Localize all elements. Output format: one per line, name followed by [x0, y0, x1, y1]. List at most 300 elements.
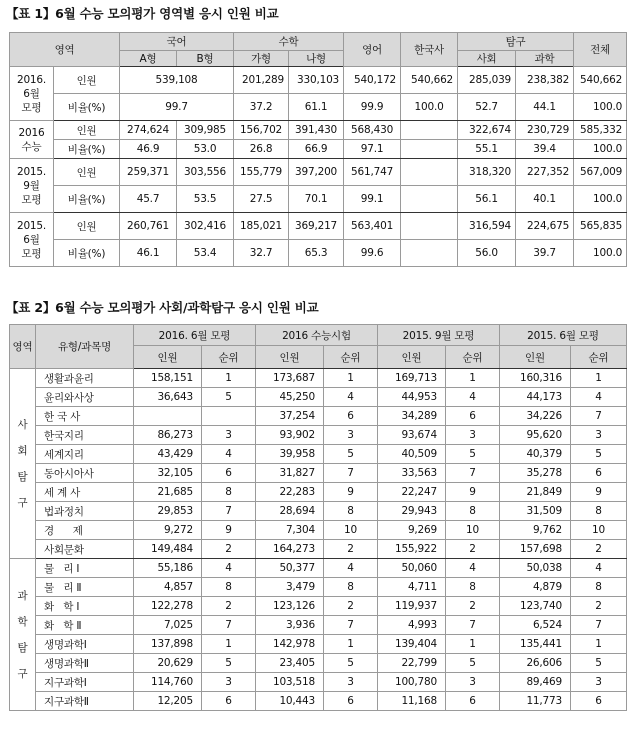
t2-rank-cell: 5 — [324, 654, 378, 673]
t1-block3-ratio-row — [10, 240, 627, 267]
t2-people-cell: 22,799 — [378, 654, 446, 673]
t2-people-header: 인원 — [378, 346, 446, 369]
t2-period-header: 2016 수능시험 — [256, 325, 378, 346]
t1-cell: 568,430 — [344, 121, 401, 140]
t2-people-cell: 103,518 — [256, 673, 324, 692]
t2-rank-cell: 4 — [446, 388, 500, 407]
t2-science-row — [10, 597, 627, 616]
t1-cell: 44.1 — [516, 94, 574, 121]
t1-cell: 540,662 — [401, 67, 458, 94]
t2-people-cell: 3,479 — [256, 578, 324, 597]
t1-people-label: 인원 — [54, 121, 120, 140]
t2-rank-cell: 6 — [446, 407, 500, 426]
t1-science-header: 과학 — [516, 51, 574, 67]
table1-title: 【표 1】6월 수능 모의평가 영역별 응시 인원 비교 — [6, 6, 279, 21]
t2-rank-cell: 3 — [324, 426, 378, 445]
t1-cell: 155,779 — [234, 159, 289, 186]
t1-cell: 66.9 — [289, 140, 344, 159]
t2-rank-cell: 1 — [446, 369, 500, 388]
t2-people-cell: 33,563 — [378, 464, 446, 483]
t2-people-cell: 11,168 — [378, 692, 446, 711]
t2-rank-cell: 8 — [324, 578, 378, 597]
t2-rank-cell: 7 — [202, 502, 256, 521]
t2-period-header: 2016. 6월 모평 — [134, 325, 256, 346]
t2-subject-name: 세 계 사 — [36, 483, 134, 502]
t2-rank-cell: 7 — [324, 464, 378, 483]
t1-block0-people-row — [10, 67, 627, 94]
t2-people-cell: 40,379 — [500, 445, 571, 464]
t1-cell: 56.1 — [458, 186, 516, 213]
t2-people-cell: 95,620 — [500, 426, 571, 445]
t2-period-header: 2015. 6월 모평 — [500, 325, 627, 346]
t1-cell — [401, 186, 458, 213]
t1-cell: 46.1 — [120, 240, 177, 267]
t2-rank-cell: 1 — [571, 635, 627, 654]
t1-cell: 97.1 — [344, 140, 401, 159]
t2-people-cell: 31,827 — [256, 464, 324, 483]
t2-social-row — [10, 426, 627, 445]
t1-cell: 56.0 — [458, 240, 516, 267]
t1-cell: 316,594 — [458, 213, 516, 240]
t1-cell: 238,382 — [516, 67, 574, 94]
t2-rank-cell: 9 — [571, 483, 627, 502]
t2-rank-cell: 5 — [324, 445, 378, 464]
t2-rank-cell: 3 — [446, 426, 500, 445]
t2-people-cell: 139,404 — [378, 635, 446, 654]
t2-people-cell: 149,484 — [134, 540, 202, 559]
t1-block1-ratio-row — [10, 140, 627, 159]
t2-rank-cell: 6 — [446, 692, 500, 711]
t2-subject-name: 지구과학Ⅱ — [36, 692, 134, 711]
t2-rank-cell: 7 — [571, 407, 627, 426]
t2-rank-cell: 6 — [324, 692, 378, 711]
t2-people-cell: 34,226 — [500, 407, 571, 426]
t2-social-row — [10, 502, 627, 521]
t1-cell: 318,320 — [458, 159, 516, 186]
t1-cell: 302,416 — [177, 213, 234, 240]
t1-social-header: 사회 — [458, 51, 516, 67]
t1-cell: 61.1 — [289, 94, 344, 121]
t2-rank-cell: 1 — [446, 635, 500, 654]
t2-people-cell: 135,441 — [500, 635, 571, 654]
t2-social-category: 사 회 탐 구 — [10, 369, 36, 559]
t2-people-cell: 34,289 — [378, 407, 446, 426]
t2-rank-cell: 5 — [571, 445, 627, 464]
t1-cell: 274,624 — [120, 121, 177, 140]
t2-people-cell: 20,629 — [134, 654, 202, 673]
t1-block0-ratio-row — [10, 94, 627, 121]
t2-people-header: 인원 — [500, 346, 571, 369]
t1-total-header: 전체 — [574, 33, 627, 67]
t1-cell: 201,289 — [234, 67, 289, 94]
t2-people-cell: 123,740 — [500, 597, 571, 616]
t2-rank-cell: 6 — [324, 407, 378, 426]
t1-ratio-label: 비율(%) — [54, 94, 120, 121]
t1-cell: 391,430 — [289, 121, 344, 140]
t1-cell: 230,729 — [516, 121, 574, 140]
t2-rank-cell: 8 — [202, 483, 256, 502]
t1-cell: 260,761 — [120, 213, 177, 240]
t1-cell: 37.2 — [234, 94, 289, 121]
t1-cell — [401, 159, 458, 186]
t1-korean-header: 국어 — [120, 33, 234, 51]
t2-people-cell: 44,953 — [378, 388, 446, 407]
t1-cell: 585,332 — [574, 121, 627, 140]
t2-rank-header: 순위 — [202, 346, 256, 369]
t2-social-row — [10, 521, 627, 540]
t2-rank-cell: 1 — [571, 369, 627, 388]
t1-cell: 567,009 — [574, 159, 627, 186]
t2-science-row — [10, 578, 627, 597]
t1-block2-people-row — [10, 159, 627, 186]
t2-people-cell: 4,711 — [378, 578, 446, 597]
t1-cell: 39.4 — [516, 140, 574, 159]
t2-rank-cell: 6 — [571, 464, 627, 483]
t1-cell: 322,674 — [458, 121, 516, 140]
t2-rank-cell: 10 — [324, 521, 378, 540]
t2-people-cell: 6,524 — [500, 616, 571, 635]
t2-people-cell: 4,857 — [134, 578, 202, 597]
t2-people-cell: 4,993 — [378, 616, 446, 635]
t2-people-cell: 23,405 — [256, 654, 324, 673]
t1-cell: 100.0 — [574, 186, 627, 213]
t1-block0-label: 2016. 6월 모평 — [10, 67, 54, 121]
t2-rank-cell: 4 — [202, 559, 256, 578]
t1-korean-b-header: B형 — [177, 51, 234, 67]
t2-rank-cell: 8 — [571, 502, 627, 521]
t2-rank-cell: 3 — [446, 673, 500, 692]
t2-rank-cell: 2 — [571, 597, 627, 616]
t1-cell — [401, 213, 458, 240]
t2-rank-cell: 8 — [571, 578, 627, 597]
t2-rank-cell: 7 — [571, 616, 627, 635]
t2-people-header: 인원 — [256, 346, 324, 369]
t2-rank-cell: 3 — [202, 673, 256, 692]
t1-ratio-label: 비율(%) — [54, 140, 120, 159]
t1-math-header: 수학 — [234, 33, 344, 51]
t1-cell: 53.4 — [177, 240, 234, 267]
t2-rank-cell: 7 — [446, 616, 500, 635]
t2-people-cell: 28,694 — [256, 502, 324, 521]
t2-rank-cell: 2 — [324, 597, 378, 616]
t1-cell: 565,835 — [574, 213, 627, 240]
t1-cell: 100.0 — [401, 94, 458, 121]
t2-people-cell: 169,713 — [378, 369, 446, 388]
t1-cell: 309,985 — [177, 121, 234, 140]
t2-people-header: 인원 — [134, 346, 202, 369]
t1-cell: 303,556 — [177, 159, 234, 186]
t2-rank-cell: 6 — [202, 464, 256, 483]
t2-rank-cell: 7 — [446, 464, 500, 483]
t2-rank-cell: 3 — [571, 426, 627, 445]
t2-rank-cell: 9 — [202, 521, 256, 540]
t1-cell: 561,747 — [344, 159, 401, 186]
t2-rank-cell: 6 — [571, 692, 627, 711]
t2-subject-name: 물 리 Ⅰ — [36, 559, 134, 578]
t2-subject-name: 생명과학Ⅱ — [36, 654, 134, 673]
t2-people-cell: 9,272 — [134, 521, 202, 540]
t2-social-row — [10, 388, 627, 407]
t1-cell: 100.0 — [574, 94, 627, 121]
t2-social-row — [10, 464, 627, 483]
t2-people-cell: 11,773 — [500, 692, 571, 711]
t1-block3-people-row — [10, 213, 627, 240]
t1-cell: 227,352 — [516, 159, 574, 186]
t1-math-na-header: 나형 — [289, 51, 344, 67]
t1-cell: 46.9 — [120, 140, 177, 159]
table2-title: 【표 2】6월 수능 모의평가 사회/과학탐구 응시 인원 비교 — [6, 300, 319, 315]
t2-subject-name: 생명과학Ⅰ — [36, 635, 134, 654]
t2-rank-cell: 4 — [571, 388, 627, 407]
t1-cell: 53.0 — [177, 140, 234, 159]
t2-science-body — [10, 559, 627, 711]
t2-people-cell: 39,958 — [256, 445, 324, 464]
t2-people-cell: 9,762 — [500, 521, 571, 540]
t2-people-cell: 26,606 — [500, 654, 571, 673]
t1-block2-ratio-row — [10, 186, 627, 213]
t2-people-cell: 155,922 — [378, 540, 446, 559]
t1-cell: 40.1 — [516, 186, 574, 213]
t2-subject-name: 한 국 사 — [36, 407, 134, 426]
t1-cell: 100.0 — [574, 240, 627, 267]
t2-people-cell: 29,943 — [378, 502, 446, 521]
t1-cell: 259,371 — [120, 159, 177, 186]
t2-rank-header: 순위 — [571, 346, 627, 369]
t2-social-row — [10, 540, 627, 559]
t2-subject-name: 법과정치 — [36, 502, 134, 521]
t1-cell: 27.5 — [234, 186, 289, 213]
t1-cell: 224,675 — [516, 213, 574, 240]
t2-people-cell: 86,273 — [134, 426, 202, 445]
t1-cell: 99.1 — [344, 186, 401, 213]
t1-math-ga-header: 가형 — [234, 51, 289, 67]
t2-people-cell: 7,304 — [256, 521, 324, 540]
t2-people-cell: 100,780 — [378, 673, 446, 692]
t2-rank-cell: 10 — [446, 521, 500, 540]
t2-rank-cell: 3 — [202, 426, 256, 445]
t2-social-row — [10, 407, 627, 426]
t2-rank-cell: 1 — [324, 635, 378, 654]
t1-cell: 39.7 — [516, 240, 574, 267]
t1-cell: 99.9 — [344, 94, 401, 121]
t2-social-row — [10, 445, 627, 464]
t2-people-cell: 123,126 — [256, 597, 324, 616]
t2-subject-name: 한국지리 — [36, 426, 134, 445]
t2-science-row — [10, 654, 627, 673]
t2-people-cell: 7,025 — [134, 616, 202, 635]
t1-english-header: 영어 — [344, 33, 401, 67]
t1-cell: 45.7 — [120, 186, 177, 213]
t2-people-cell: 32,105 — [134, 464, 202, 483]
t2-rank-cell — [202, 407, 256, 426]
t1-cell — [401, 121, 458, 140]
t2-period-header: 2015. 9월 모평 — [378, 325, 500, 346]
t1-people-label: 인원 — [54, 67, 120, 94]
t2-people-cell: 44,173 — [500, 388, 571, 407]
t2-people-cell: 157,698 — [500, 540, 571, 559]
t2-people-cell: 55,186 — [134, 559, 202, 578]
t2-people-cell: 35,278 — [500, 464, 571, 483]
t2-people-cell: 40,509 — [378, 445, 446, 464]
t1-people-label: 인원 — [54, 159, 120, 186]
t2-rank-cell: 2 — [324, 540, 378, 559]
t2-people-cell: 22,247 — [378, 483, 446, 502]
t2-area-header: 영역 — [10, 325, 36, 369]
t2-rank-cell: 8 — [446, 578, 500, 597]
t2-people-cell: 9,269 — [378, 521, 446, 540]
t2-rank-cell: 5 — [202, 388, 256, 407]
t2-type-header: 유형/과목명 — [36, 325, 134, 369]
t2-science-row — [10, 692, 627, 711]
t1-cell: 53.5 — [177, 186, 234, 213]
t2-people-cell: 36,643 — [134, 388, 202, 407]
t1-area-header: 영역 — [10, 33, 120, 67]
t1-cell: 539,108 — [120, 67, 234, 94]
t1-cell: 156,702 — [234, 121, 289, 140]
t2-people-cell: 89,469 — [500, 673, 571, 692]
t2-science-category: 과 학 탐 구 — [10, 559, 36, 711]
t2-people-cell: 21,685 — [134, 483, 202, 502]
t2-social-row — [10, 369, 627, 388]
t2-people-cell: 158,151 — [134, 369, 202, 388]
t2-people-cell: 173,687 — [256, 369, 324, 388]
t1-cell: 70.1 — [289, 186, 344, 213]
t2-people-cell: 43,429 — [134, 445, 202, 464]
table1-area-applicants — [9, 32, 627, 267]
t2-people-cell: 142,978 — [256, 635, 324, 654]
t2-rank-cell: 2 — [446, 540, 500, 559]
t2-subject-name: 지구과학Ⅰ — [36, 673, 134, 692]
t2-people-cell: 114,760 — [134, 673, 202, 692]
t1-block3-label: 2015. 6월 모평 — [10, 213, 54, 267]
t2-subject-name: 화 학 Ⅰ — [36, 597, 134, 616]
t1-cell: 26.8 — [234, 140, 289, 159]
t2-subject-name: 화 학 Ⅱ — [36, 616, 134, 635]
t2-subject-name: 세계지리 — [36, 445, 134, 464]
table2-inquiry-applicants — [9, 324, 627, 711]
t2-rank-cell: 9 — [324, 483, 378, 502]
t2-rank-header: 순위 — [446, 346, 500, 369]
t2-subject-name: 경 제 — [36, 521, 134, 540]
t2-rank-cell: 4 — [202, 445, 256, 464]
t2-people-cell: 93,674 — [378, 426, 446, 445]
t2-rank-cell: 3 — [324, 673, 378, 692]
t1-cell: 100.0 — [574, 140, 627, 159]
t2-people-cell: 4,879 — [500, 578, 571, 597]
t2-science-row — [10, 635, 627, 654]
t2-rank-cell: 5 — [571, 654, 627, 673]
t2-people-cell: 10,443 — [256, 692, 324, 711]
t2-rank-cell: 4 — [446, 559, 500, 578]
t2-rank-cell: 7 — [202, 616, 256, 635]
t1-cell: 285,039 — [458, 67, 516, 94]
t1-korean-a-header: A형 — [120, 51, 177, 67]
t1-cell: 397,200 — [289, 159, 344, 186]
t2-people-cell: 164,273 — [256, 540, 324, 559]
t2-rank-cell: 9 — [446, 483, 500, 502]
t2-rank-cell: 8 — [202, 578, 256, 597]
t2-rank-cell: 1 — [324, 369, 378, 388]
t1-cell: 99.6 — [344, 240, 401, 267]
t2-rank-cell: 8 — [446, 502, 500, 521]
t1-history-header: 한국사 — [401, 33, 458, 67]
t2-people-cell: 122,278 — [134, 597, 202, 616]
t2-people-cell: 50,038 — [500, 559, 571, 578]
t1-cell: 32.7 — [234, 240, 289, 267]
table2-header-row1 — [10, 325, 627, 346]
t2-rank-cell: 2 — [446, 597, 500, 616]
t1-block1-label: 2016 수능 — [10, 121, 54, 159]
t2-rank-cell: 7 — [324, 616, 378, 635]
t2-rank-cell: 5 — [446, 654, 500, 673]
t2-people-cell: 29,853 — [134, 502, 202, 521]
t2-rank-cell: 5 — [202, 654, 256, 673]
t2-rank-cell: 1 — [202, 369, 256, 388]
t1-cell: 185,021 — [234, 213, 289, 240]
t2-rank-cell: 2 — [202, 540, 256, 559]
t1-cell: 369,217 — [289, 213, 344, 240]
t1-block1-people-row — [10, 121, 627, 140]
t2-social-body — [10, 369, 627, 559]
t2-rank-cell: 2 — [571, 540, 627, 559]
t2-people-cell: 119,937 — [378, 597, 446, 616]
t2-people-cell: 3,936 — [256, 616, 324, 635]
t2-rank-header: 순위 — [324, 346, 378, 369]
t1-ratio-label: 비율(%) — [54, 186, 120, 213]
t2-people-cell: 50,377 — [256, 559, 324, 578]
t2-rank-cell: 8 — [324, 502, 378, 521]
t2-people-cell: 21,849 — [500, 483, 571, 502]
t2-rank-cell: 2 — [202, 597, 256, 616]
t1-people-label: 인원 — [54, 213, 120, 240]
t2-rank-cell: 4 — [571, 559, 627, 578]
t2-rank-cell: 4 — [324, 559, 378, 578]
t2-science-row — [10, 673, 627, 692]
t2-rank-cell: 6 — [202, 692, 256, 711]
t2-people-cell: 137,898 — [134, 635, 202, 654]
t2-subject-name: 사회문화 — [36, 540, 134, 559]
t1-block2-label: 2015. 9월 모평 — [10, 159, 54, 213]
t1-cell: 65.3 — [289, 240, 344, 267]
table1-header-row1 — [10, 33, 627, 51]
t2-people-cell: 45,250 — [256, 388, 324, 407]
t2-people-cell — [134, 407, 202, 426]
t2-rank-cell: 10 — [571, 521, 627, 540]
t2-rank-cell: 5 — [446, 445, 500, 464]
t2-people-cell: 22,283 — [256, 483, 324, 502]
t2-rank-cell: 1 — [202, 635, 256, 654]
t2-science-row — [10, 559, 627, 578]
t1-cell — [401, 240, 458, 267]
t2-science-row — [10, 616, 627, 635]
t2-people-cell: 37,254 — [256, 407, 324, 426]
t2-people-cell: 31,509 — [500, 502, 571, 521]
t2-people-cell: 50,060 — [378, 559, 446, 578]
t2-people-cell: 12,205 — [134, 692, 202, 711]
t2-people-cell: 160,316 — [500, 369, 571, 388]
t1-cell: 52.7 — [458, 94, 516, 121]
t2-rank-cell: 3 — [571, 673, 627, 692]
t1-cell — [401, 140, 458, 159]
t1-cell: 540,662 — [574, 67, 627, 94]
t2-subject-name: 동아시아사 — [36, 464, 134, 483]
t2-social-row — [10, 483, 627, 502]
t1-cell: 540,172 — [344, 67, 401, 94]
t1-ratio-label: 비율(%) — [54, 240, 120, 267]
t2-subject-name: 생활과윤리 — [36, 369, 134, 388]
t2-rank-cell: 4 — [324, 388, 378, 407]
t1-cell: 330,103 — [289, 67, 344, 94]
